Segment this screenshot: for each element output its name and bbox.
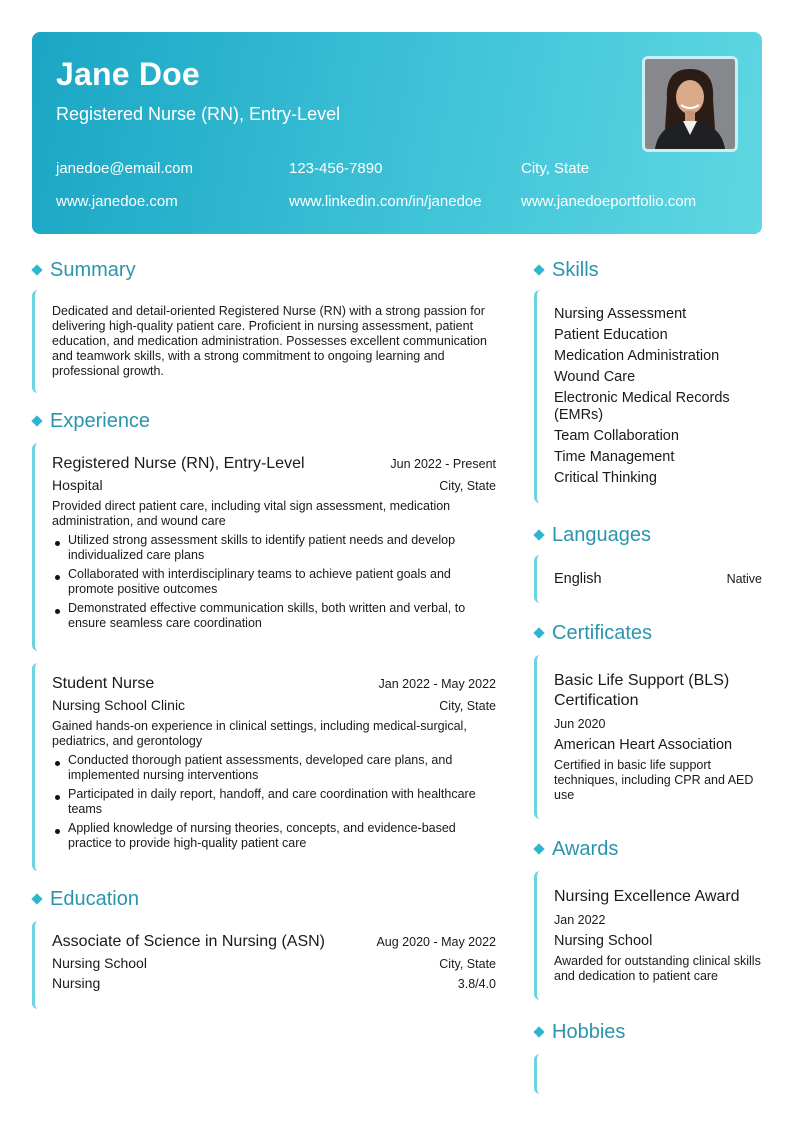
certificate-issuer: American Heart Association [554,737,733,753]
skills-card [534,290,762,503]
section-title-hobbies: Hobbies [534,1018,762,1046]
award-name: Nursing Excellence Award [554,888,740,905]
contact-phone[interactable]: 123-456-7890 [289,160,383,177]
experience-item [32,663,496,871]
diamond-bullet-icon [533,264,544,275]
award-item [534,871,762,1000]
job-location: City, State [439,699,496,713]
education-date: Aug 2020 - May 2022 [376,935,496,949]
candidate-role: Registered Nurse (RN), Entry-Level [56,104,341,124]
candidate-name: Jane Doe [56,56,200,92]
list-item: Conducted thorough patient assessments, developed care plans, and implemented nursing interventions [52,753,496,783]
job-bullets [52,533,496,631]
skill-item: Patient Education [554,327,668,343]
section-title-awards: Awards [534,835,762,863]
list-item: Applied knowledge of nursing theories, concepts, and evidence-based practice to provide high-quality patient care [52,821,496,851]
certificate-date: Jun 2020 [554,717,606,731]
job-organization: Hospital [52,477,103,493]
contact-email[interactable]: janedoe@email.com [56,160,193,177]
list-item: Utilized strong assessment skills to identify patient needs and develop individualized care plans [52,533,496,563]
field-of-study: Nursing [52,975,101,991]
skill-item: Critical Thinking [554,470,657,486]
gpa: 3.8/4.0 [457,977,496,991]
language-level: Native [726,572,762,586]
left-column [32,256,496,1009]
skill-item: Team Collaboration [554,428,679,444]
award-issuer: Nursing School [554,933,653,949]
diamond-bullet-icon [31,893,42,904]
language-item [554,571,762,587]
degree-title: Associate of Science in Nursing (ASN) [52,933,325,950]
job-description: Gained hands-on experience in clinical settings, including medical-surgical, pediatrics, and gerontology [52,719,467,748]
hobbies-card [534,1054,762,1094]
contact-website[interactable]: www.janedoe.com [56,193,178,210]
diamond-bullet-icon [31,415,42,426]
job-title: Registered Nurse (RN), Entry-Level [52,455,305,472]
section-title-skills: Skills [534,256,762,284]
certificate-description: Certified in basic life support techniques, including CPR and AED use [554,758,754,802]
job-description: Provided direct patient care, including vital sign assessment, medication administration, and wound care [52,499,451,528]
section-title-certificates: Certificates [534,619,762,647]
list-item: Participated in daily report, handoff, and care coordination with healthcare teams [52,787,496,817]
avatar-icon [645,59,735,149]
skill-item: Time Management [554,449,675,465]
skill-item: Wound Care [554,369,636,385]
certificate-item [534,655,762,819]
diamond-bullet-icon [31,264,42,275]
diamond-bullet-icon [533,529,544,540]
education-item [32,921,496,1009]
job-date: Jun 2022 - Present [390,457,496,471]
languages-card [534,555,762,603]
school-location: City, State [439,957,496,971]
contact-portfolio[interactable]: www.janedoeportfolio.com [521,193,697,210]
diamond-bullet-icon [533,1026,544,1037]
skill-item: Nursing Assessment [554,306,687,322]
job-date: Jan 2022 - May 2022 [378,677,496,691]
language-name: English [554,571,602,587]
section-title-experience: Experience [32,407,496,435]
job-title: Student Nurse [52,675,155,692]
award-date: Jan 2022 [554,913,606,927]
skill-item: Medication Administration [554,348,720,364]
job-organization: Nursing School Clinic [52,697,186,713]
job-bullets [52,753,496,851]
skill-item: Electronic Medical Records (EMRs) [554,390,730,423]
contact-linkedin[interactable]: www.linkedin.com/in/janedoe [289,193,482,210]
certificate-name: Basic Life Support (BLS) Certification [554,672,730,709]
list-item: Demonstrated effective communication skills, both written and verbal, to ensure seamless care coordination [52,601,496,631]
summary-text: Dedicated and detail-oriented Registered Nurse (RN) with a strong passion for delivering high-quality patient care. Proficient in nursing assessment, patient education, and medication administration. Possesses excellent communication and teamwork skills, with a strong commitment to ongoing learning and professional growth. [52,304,487,378]
diamond-bullet-icon [533,627,544,638]
contact-location: City, State [521,160,590,177]
resume-header [32,32,762,234]
school-name: Nursing School [52,955,147,971]
right-column [534,256,762,1094]
section-title-languages: Languages [534,521,762,549]
diamond-bullet-icon [533,843,544,854]
section-title-education: Education [32,885,496,913]
experience-item [32,443,496,651]
section-title-summary: Summary [32,256,496,284]
list-item: Collaborated with interdisciplinary teams to achieve patient goals and promote positive outcomes [52,567,496,597]
profile-photo [642,56,738,152]
job-location: City, State [439,479,496,493]
award-description: Awarded for outstanding clinical skills and dedication to patient care [554,954,761,983]
summary-card [32,290,496,393]
